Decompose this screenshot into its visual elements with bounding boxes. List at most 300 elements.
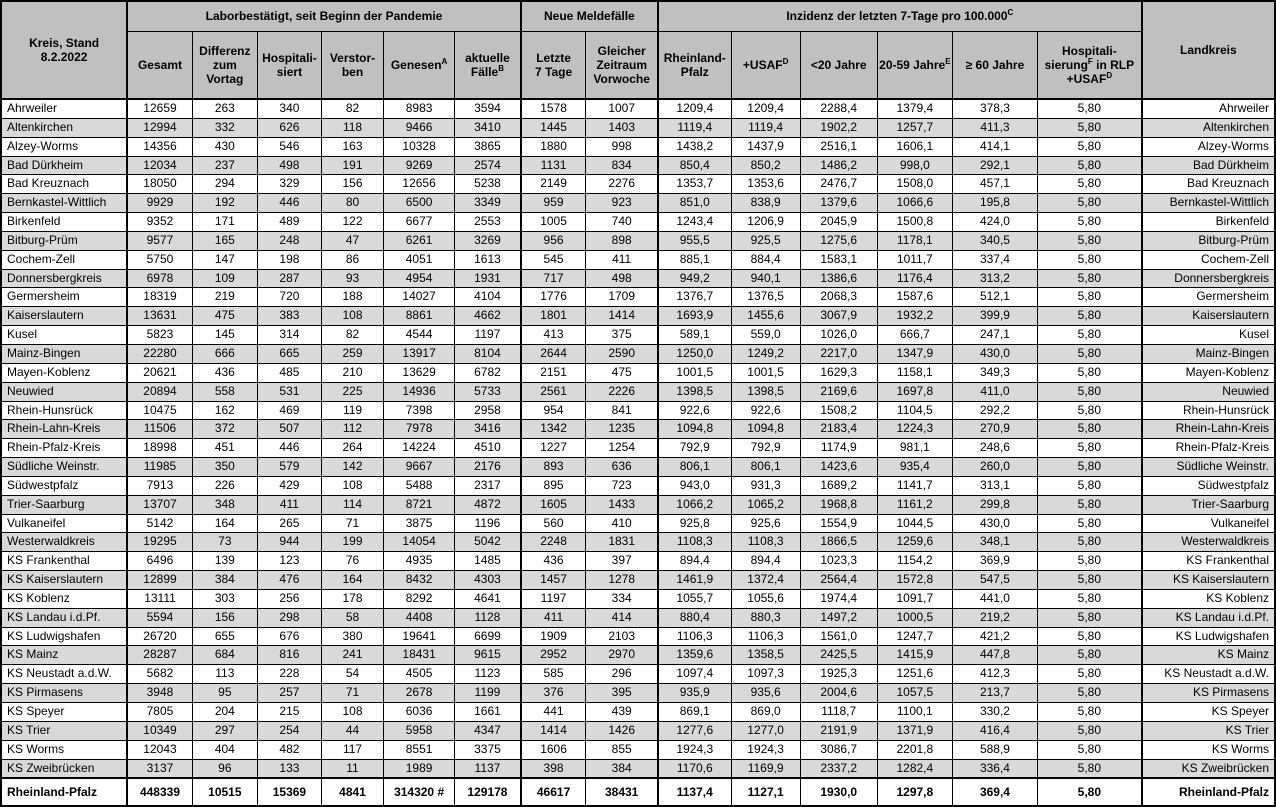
cell-value: 241 xyxy=(321,646,383,665)
cell-value: 1007 xyxy=(586,99,658,118)
cell-value: 228 xyxy=(257,665,321,684)
cell-kreis: Bernkastel-Wittlich xyxy=(1,194,127,213)
table-row xyxy=(1,458,1275,477)
cell-value: 507 xyxy=(257,420,321,439)
cell-value: 109 xyxy=(192,269,257,288)
cell-value: 547,5 xyxy=(952,571,1037,590)
cell-value: 4510 xyxy=(455,439,521,458)
cell-value: 1930,0 xyxy=(800,778,877,806)
cell-value: 2590 xyxy=(586,344,658,363)
cell-value: 9269 xyxy=(384,156,455,175)
cell-value: 430 xyxy=(192,137,257,156)
cell-value: 955,5 xyxy=(658,231,731,250)
cell-value: 436 xyxy=(521,552,586,571)
cell-value: 5,80 xyxy=(1038,213,1142,232)
cell-landkreis: KS Landau i.d.Pf. xyxy=(1142,608,1275,627)
cell-kreis: KS Landau i.d.Pf. xyxy=(1,608,127,627)
cell-value: 5,80 xyxy=(1038,326,1142,345)
cell-value: 1119,4 xyxy=(658,118,731,137)
table-footer xyxy=(1,778,1275,806)
cell-value: 95 xyxy=(192,684,257,703)
cell-value: 1693,9 xyxy=(658,307,731,326)
cell-value: 337,4 xyxy=(952,250,1037,269)
cell-value: 1461,9 xyxy=(658,571,731,590)
cell-value: 546 xyxy=(257,137,321,156)
cell-value: 446 xyxy=(257,194,321,213)
header-group-neue-meldefaelle: Neue Meldefälle xyxy=(521,1,658,31)
cell-value: 2317 xyxy=(455,476,521,495)
cell-value: 188 xyxy=(321,288,383,307)
cell-value: 1606,1 xyxy=(877,137,952,156)
col-header-20-59-jahre: 20-59 Jahre$^E$ xyxy=(877,31,952,99)
cell-landkreis: Neuwied xyxy=(1142,382,1275,401)
cell-value: 7913 xyxy=(127,476,192,495)
cell-value: 1398,5 xyxy=(731,382,800,401)
cell-value: 2151 xyxy=(521,363,586,382)
cell-kreis: Südliche Weinstr. xyxy=(1,458,127,477)
cell-value: 47 xyxy=(321,231,383,250)
cell-value: 2226 xyxy=(586,382,658,401)
cell-value: 213,7 xyxy=(952,684,1037,703)
cell-value: 1224,3 xyxy=(877,420,952,439)
table-row xyxy=(1,401,1275,420)
cell-value: 1000,5 xyxy=(877,608,952,627)
cell-value: 7978 xyxy=(384,420,455,439)
total-row xyxy=(1,778,1275,806)
cell-value: 4954 xyxy=(384,269,455,288)
cell-value: 14224 xyxy=(384,439,455,458)
cell-value: 6782 xyxy=(455,363,521,382)
cell-value: 446 xyxy=(257,439,321,458)
cell-value: 2217,0 xyxy=(800,344,877,363)
cell-value: 1158,1 xyxy=(877,363,952,382)
cell-value: 263 xyxy=(192,99,257,118)
cell-value: 5042 xyxy=(455,533,521,552)
cell-value: 720 xyxy=(257,288,321,307)
cell-value: 10475 xyxy=(127,401,192,420)
cell-value: 855 xyxy=(586,740,658,759)
cell-value: 559,0 xyxy=(731,326,800,345)
cell-landkreis: Alzey-Worms xyxy=(1142,137,1275,156)
cell-value: 1169,9 xyxy=(731,759,800,778)
cell-value: 922,6 xyxy=(658,401,731,420)
cell-value: 1437,9 xyxy=(731,137,800,156)
cell-value: 1613 xyxy=(455,250,521,269)
cell-value: 2958 xyxy=(455,401,521,420)
cell-value: 2103 xyxy=(586,627,658,646)
cell-value: 1055,6 xyxy=(731,589,800,608)
cell-value: 2564,4 xyxy=(800,571,877,590)
table-row xyxy=(1,703,1275,722)
table-row xyxy=(1,118,1275,137)
cell-value: 410 xyxy=(586,514,658,533)
cell-value: 2516,1 xyxy=(800,137,877,156)
cell-value: 834 xyxy=(586,156,658,175)
cell-value: 1372,4 xyxy=(731,571,800,590)
table-row xyxy=(1,571,1275,590)
table-row xyxy=(1,307,1275,326)
cell-value: 884,4 xyxy=(731,250,800,269)
cell-value: 1426 xyxy=(586,721,658,740)
cell-value: 5,80 xyxy=(1038,344,1142,363)
cell-value: 9667 xyxy=(384,458,455,477)
cell-value: 1011,7 xyxy=(877,250,952,269)
cell-value: 1347,9 xyxy=(877,344,952,363)
cell-kreis: Alzey-Worms xyxy=(1,137,127,156)
cell-value: 15369 xyxy=(257,778,321,806)
cell-value: 6261 xyxy=(384,231,455,250)
cell-value: 1141,7 xyxy=(877,476,952,495)
cell-value: 4505 xyxy=(384,665,455,684)
table-row xyxy=(1,288,1275,307)
cell-value: 13629 xyxy=(384,363,455,382)
cell-value: 1254 xyxy=(586,439,658,458)
cell-value: 1931 xyxy=(455,269,521,288)
table-row xyxy=(1,99,1275,118)
cell-value: 162 xyxy=(192,401,257,420)
cell-value: 2678 xyxy=(384,684,455,703)
cell-value: 676 xyxy=(257,627,321,646)
cell-value: 1026,0 xyxy=(800,326,877,345)
cell-value: 421,2 xyxy=(952,627,1037,646)
cell-value: 378,3 xyxy=(952,99,1037,118)
cell-landkreis: Ahrweiler xyxy=(1142,99,1275,118)
cell-value: 3875 xyxy=(384,514,455,533)
cell-value: 940,1 xyxy=(731,269,800,288)
cell-value: 5,80 xyxy=(1038,420,1142,439)
cell-value: 108 xyxy=(321,703,383,722)
cell-value: 46617 xyxy=(521,778,586,806)
cell-value: 1445 xyxy=(521,118,586,137)
cell-value: 1968,8 xyxy=(800,495,877,514)
cell-value: 14356 xyxy=(127,137,192,156)
cell-value: 482 xyxy=(257,740,321,759)
cell-value: 1359,6 xyxy=(658,646,731,665)
cell-kreis: Rhein-Lahn-Kreis xyxy=(1,420,127,439)
cell-value: 123 xyxy=(257,552,321,571)
cell-value: 147 xyxy=(192,250,257,269)
cell-value: 1249,2 xyxy=(731,344,800,363)
cell-value: 348,1 xyxy=(952,533,1037,552)
cell-value: 336,4 xyxy=(952,759,1037,778)
cell-value: 626 xyxy=(257,118,321,137)
cell-value: 448339 xyxy=(127,778,192,806)
cell-value: 26720 xyxy=(127,627,192,646)
cell-landkreis: Bad Dürkheim xyxy=(1142,156,1275,175)
cell-value: 18050 xyxy=(127,175,192,194)
cell-value: 1161,2 xyxy=(877,495,952,514)
cell-value: 20894 xyxy=(127,382,192,401)
cell-value: 5238 xyxy=(455,175,521,194)
cell-value: 5,80 xyxy=(1038,175,1142,194)
cell-value: 1423,6 xyxy=(800,458,877,477)
cell-value: 1697,8 xyxy=(877,382,952,401)
cell-value: 1902,2 xyxy=(800,118,877,137)
cell-value: 1275,6 xyxy=(800,231,877,250)
cell-value: 398 xyxy=(521,759,586,778)
cell-value: 5,80 xyxy=(1038,608,1142,627)
cell-value: 1924,3 xyxy=(658,740,731,759)
cell-value: 4104 xyxy=(455,288,521,307)
cell-value: 372 xyxy=(192,420,257,439)
cell-kreis: KS Mainz xyxy=(1,646,127,665)
cell-value: 851,0 xyxy=(658,194,731,213)
col-header-hospitalisiert: Hospitali- siert xyxy=(257,31,321,99)
cell-landkreis: KS Speyer xyxy=(1142,703,1275,722)
cell-value: 178 xyxy=(321,589,383,608)
cell-value: 655 xyxy=(192,627,257,646)
cell-value: 1379,6 xyxy=(800,194,877,213)
cell-value: 199 xyxy=(321,533,383,552)
cell-value: 20621 xyxy=(127,363,192,382)
cell-value: 412,3 xyxy=(952,665,1037,684)
cell-value: 299,8 xyxy=(952,495,1037,514)
cell-value: 1235 xyxy=(586,420,658,439)
cell-kreis: Trier-Saarburg xyxy=(1,495,127,514)
col-header-differenz-zum-vortag: Differenz zum Vortag xyxy=(192,31,257,99)
cell-value: 2644 xyxy=(521,344,586,363)
cell-value: 80 xyxy=(321,194,383,213)
cell-value: 1605 xyxy=(521,495,586,514)
cell-value: 1866,5 xyxy=(800,533,877,552)
cell-value: 816 xyxy=(257,646,321,665)
cell-value: 457,1 xyxy=(952,175,1037,194)
cell-value: 498 xyxy=(257,156,321,175)
cell-value: 2176 xyxy=(455,458,521,477)
cell-value: 1297,8 xyxy=(877,778,952,806)
cell-value: 792,9 xyxy=(731,439,800,458)
cell-value: 411,0 xyxy=(952,382,1037,401)
cell-value: 894,4 xyxy=(658,552,731,571)
cell-value: 436 xyxy=(192,363,257,382)
cell-value: 259 xyxy=(321,344,383,363)
cell-value: 424,0 xyxy=(952,213,1037,232)
cell-value: 1353,7 xyxy=(658,175,731,194)
cell-value: 1065,2 xyxy=(731,495,800,514)
cell-value: 4303 xyxy=(455,571,521,590)
cell-value: 5,80 xyxy=(1038,721,1142,740)
cell-value: 5,80 xyxy=(1038,778,1142,806)
cell-value: 7805 xyxy=(127,703,192,722)
table-body xyxy=(1,99,1275,778)
cell-value: 1131 xyxy=(521,156,586,175)
cell-kreis: Rhein-Pfalz-Kreis xyxy=(1,439,127,458)
cell-value: 13631 xyxy=(127,307,192,326)
cell-landkreis: KS Kaiserslautern xyxy=(1142,571,1275,590)
cell-value: 1689,2 xyxy=(800,476,877,495)
cell-value: 133 xyxy=(257,759,321,778)
cell-value: 13707 xyxy=(127,495,192,514)
cell-value: 58 xyxy=(321,608,383,627)
cell-kreis: Neuwied xyxy=(1,382,127,401)
cell-value: 6036 xyxy=(384,703,455,722)
cell-value: 2149 xyxy=(521,175,586,194)
cell-value: 411,3 xyxy=(952,118,1037,137)
cell-value: 5,80 xyxy=(1038,250,1142,269)
cell-value: 9615 xyxy=(455,646,521,665)
cell-value: 956 xyxy=(521,231,586,250)
cell-value: 1097,3 xyxy=(731,665,800,684)
cell-landkreis: KS Frankenthal xyxy=(1142,552,1275,571)
cell-kreis: Kaiserslautern xyxy=(1,307,127,326)
cell-value: 1178,1 xyxy=(877,231,952,250)
cell-value: 237 xyxy=(192,156,257,175)
cell-landkreis: Cochem-Zell xyxy=(1142,250,1275,269)
cell-value: 1415,9 xyxy=(877,646,952,665)
cell-value: 2183,4 xyxy=(800,420,877,439)
cell-value: 2337,2 xyxy=(800,759,877,778)
cell-value: 13917 xyxy=(384,344,455,363)
cell-value: 1606 xyxy=(521,740,586,759)
cell-value: 303 xyxy=(192,589,257,608)
cell-value: 1801 xyxy=(521,307,586,326)
cell-value: 416,4 xyxy=(952,721,1037,740)
cell-value: 4872 xyxy=(455,495,521,514)
cell-landkreis: Rheinland-Pfalz xyxy=(1142,778,1275,806)
cell-value: 4935 xyxy=(384,552,455,571)
cell-value: 1108,3 xyxy=(731,533,800,552)
cell-value: 9929 xyxy=(127,194,192,213)
cell-value: 113 xyxy=(192,665,257,684)
cell-value: 6978 xyxy=(127,269,192,288)
cell-value: 2191,9 xyxy=(800,721,877,740)
cell-landkreis: Rhein-Hunsrück xyxy=(1142,401,1275,420)
header-sub-row xyxy=(1,31,1275,99)
cell-value: 1250,0 xyxy=(658,344,731,363)
cell-value: 219 xyxy=(192,288,257,307)
cell-value: 1243,4 xyxy=(658,213,731,232)
cell-kreis: Bad Kreuznach xyxy=(1,175,127,194)
cell-value: 439 xyxy=(586,703,658,722)
cell-value: 944 xyxy=(257,533,321,552)
cell-value: 666,7 xyxy=(877,326,952,345)
cell-value: 145 xyxy=(192,326,257,345)
cell-value: 348 xyxy=(192,495,257,514)
cell-value: 6677 xyxy=(384,213,455,232)
cell-kreis: Germersheim xyxy=(1,288,127,307)
cell-value: 1414 xyxy=(521,721,586,740)
cell-value: 129178 xyxy=(455,778,521,806)
cell-value: 1196 xyxy=(455,514,521,533)
cell-value: 3067,9 xyxy=(800,307,877,326)
cell-value: 38431 xyxy=(586,778,658,806)
cell-value: 1108,3 xyxy=(658,533,731,552)
cell-landkreis: KS Zweibrücken xyxy=(1142,759,1275,778)
cell-value: 4408 xyxy=(384,608,455,627)
cell-value: 414,1 xyxy=(952,137,1037,156)
cell-value: 1066,2 xyxy=(658,495,731,514)
cell-value: 164 xyxy=(192,514,257,533)
cell-value: 2004,6 xyxy=(800,684,877,703)
cell-value: 498 xyxy=(586,269,658,288)
cell-value: 1831 xyxy=(586,533,658,552)
cell-value: 1257,7 xyxy=(877,118,952,137)
cell-value: 10349 xyxy=(127,721,192,740)
table-row xyxy=(1,740,1275,759)
cell-value: 1508,0 xyxy=(877,175,952,194)
cell-value: 806,1 xyxy=(731,458,800,477)
cell-value: 1379,4 xyxy=(877,99,952,118)
cell-value: 935,6 xyxy=(731,684,800,703)
cell-value: 11506 xyxy=(127,420,192,439)
cell-value: 475 xyxy=(192,307,257,326)
cell-value: 19641 xyxy=(384,627,455,646)
cell-value: 270,9 xyxy=(952,420,1037,439)
cell-value: 375 xyxy=(586,326,658,345)
cell-value: 1583,1 xyxy=(800,250,877,269)
cell-value: 1094,8 xyxy=(731,420,800,439)
cell-value: 165 xyxy=(192,231,257,250)
cell-value: 1561,0 xyxy=(800,627,877,646)
cell-value: 44 xyxy=(321,721,383,740)
cell-kreis: Mayen-Koblenz xyxy=(1,363,127,382)
col-header-hospitalisierung-rlp-usaf: Hospitali- sierung$^F$ in RLP $+USAF^D$ xyxy=(1038,31,1142,99)
cell-value: 545 xyxy=(521,250,586,269)
cell-landkreis: Vulkaneifel xyxy=(1142,514,1275,533)
cell-value: 1629,3 xyxy=(800,363,877,382)
cell-value: 5,80 xyxy=(1038,514,1142,533)
cell-value: 895 xyxy=(521,476,586,495)
cell-value: 949,2 xyxy=(658,269,731,288)
cell-value: 5,80 xyxy=(1038,571,1142,590)
cell-value: 7398 xyxy=(384,401,455,420)
cell-value: 1259,6 xyxy=(877,533,952,552)
cell-landkreis: KS Worms xyxy=(1142,740,1275,759)
cell-kreis: Kusel xyxy=(1,326,127,345)
cell-value: 12899 xyxy=(127,571,192,590)
cell-value: 5142 xyxy=(127,514,192,533)
cell-value: 22280 xyxy=(127,344,192,363)
cell-value: 219,2 xyxy=(952,608,1037,627)
cell-value: 4544 xyxy=(384,326,455,345)
col-header-unter-20-jahre: <20 Jahre xyxy=(800,31,877,99)
table-row xyxy=(1,627,1275,646)
cell-kreis: KS Worms xyxy=(1,740,127,759)
cell-value: 3948 xyxy=(127,684,192,703)
table-row xyxy=(1,552,1275,571)
cell-value: 2248 xyxy=(521,533,586,552)
cell-value: 1989 xyxy=(384,759,455,778)
cell-value: 71 xyxy=(321,684,383,703)
cell-value: 13111 xyxy=(127,589,192,608)
cell-value: 1123 xyxy=(455,665,521,684)
cell-value: 5,80 xyxy=(1038,458,1142,477)
cell-value: 1119,4 xyxy=(731,118,800,137)
cell-value: 332 xyxy=(192,118,257,137)
cell-value: 1106,3 xyxy=(658,627,731,646)
cell-landkreis: Südwestpfalz xyxy=(1142,476,1275,495)
cell-value: 1197 xyxy=(455,326,521,345)
cell-value: 1278 xyxy=(586,571,658,590)
cell-value: 76 xyxy=(321,552,383,571)
cell-value: 740 xyxy=(586,213,658,232)
cell-value: 893 xyxy=(521,458,586,477)
cell-landkreis: KS Mainz xyxy=(1142,646,1275,665)
cell-value: 395 xyxy=(586,684,658,703)
col-header-letzte-7-tage: Letzte 7 Tage xyxy=(521,31,586,99)
cell-value: 925,6 xyxy=(731,514,800,533)
cell-value: 5,80 xyxy=(1038,307,1142,326)
cell-landkreis: KS Koblenz xyxy=(1142,589,1275,608)
cell-value: 54 xyxy=(321,665,383,684)
cell-value: 5,80 xyxy=(1038,194,1142,213)
cell-value: 3086,7 xyxy=(800,740,877,759)
cell-value: 12043 xyxy=(127,740,192,759)
header-kreis-stand: Kreis, Stand 8.2.2022 xyxy=(1,1,127,99)
cell-value: 14936 xyxy=(384,382,455,401)
cell-value: 792,9 xyxy=(658,439,731,458)
col-header-verstorben: Verstor- ben xyxy=(321,31,383,99)
